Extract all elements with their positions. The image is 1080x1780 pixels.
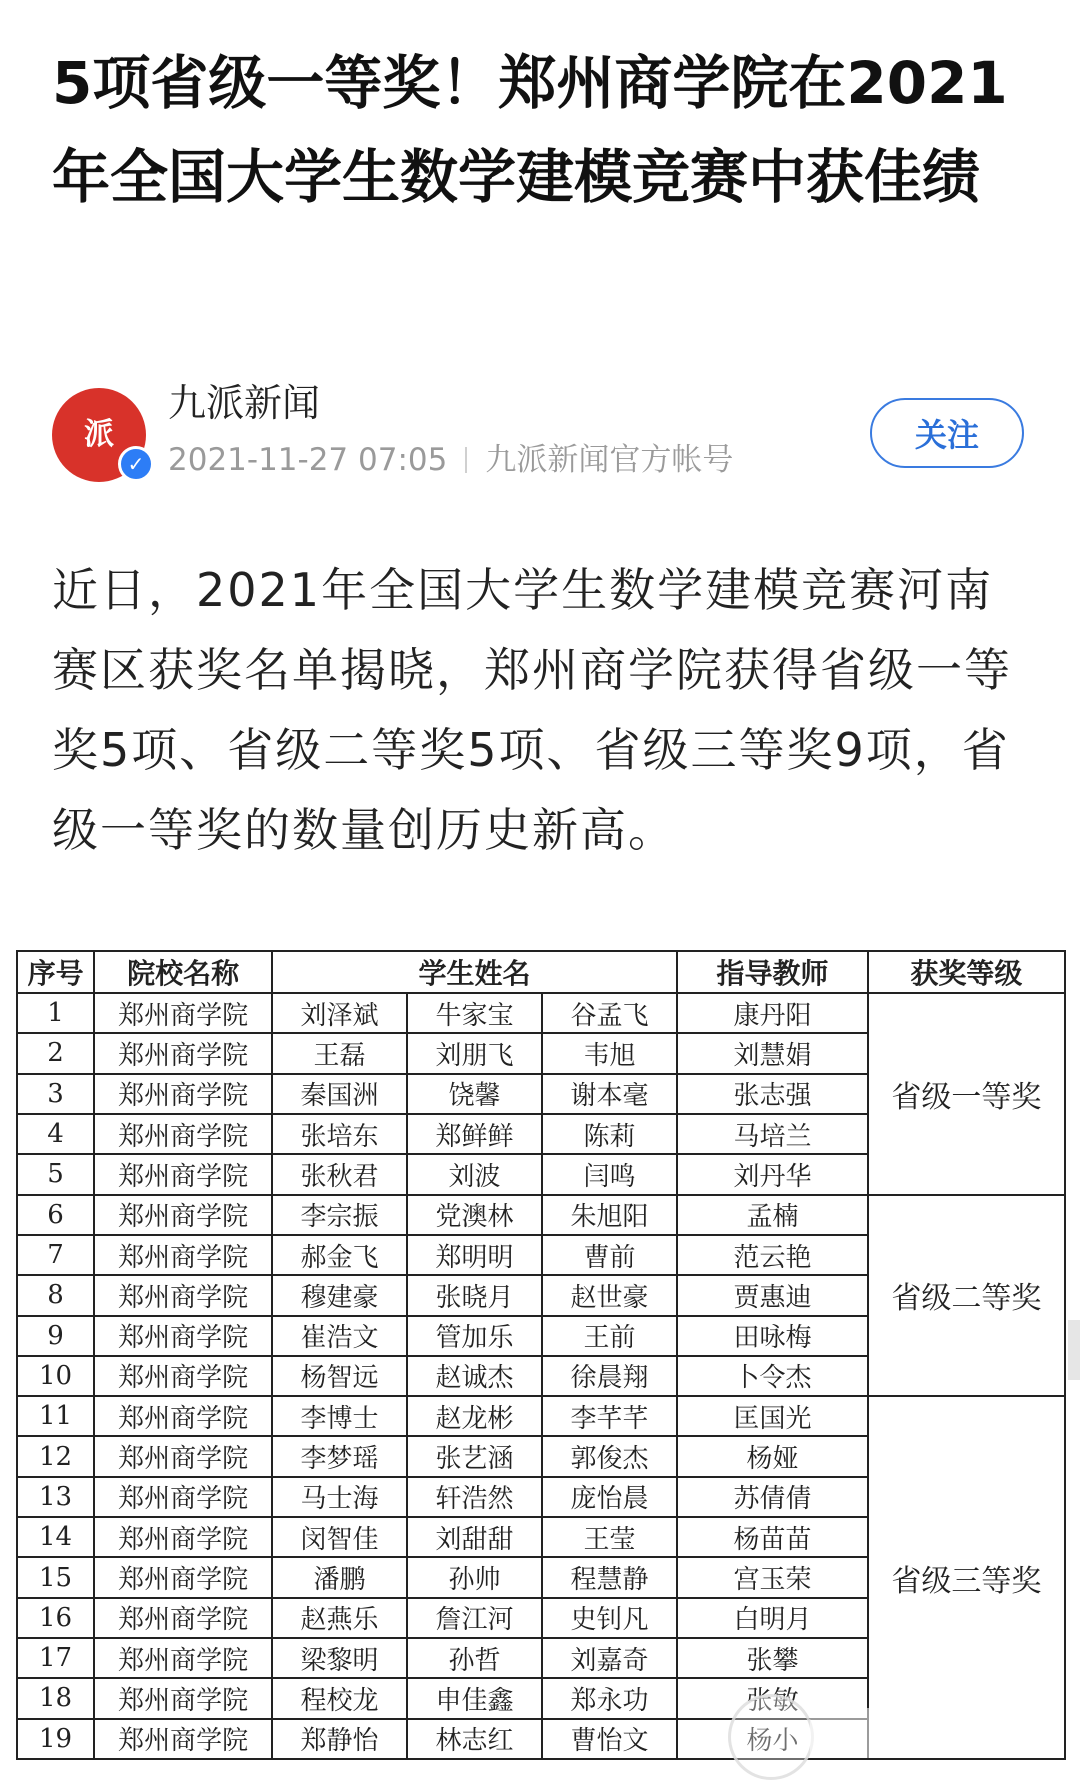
cell-student: 郑永功 xyxy=(542,1678,677,1718)
cell-student: 秦国洲 xyxy=(272,1074,407,1114)
cell-student: 轩浩然 xyxy=(407,1477,542,1517)
cell-no: 5 xyxy=(17,1154,94,1194)
cell-student: 李博士 xyxy=(272,1396,407,1436)
cell-student: 孙帅 xyxy=(407,1557,542,1597)
cell-teacher: 范云艳 xyxy=(677,1235,868,1275)
cell-student: 张晓月 xyxy=(407,1275,542,1315)
cell-teacher: 刘丹华 xyxy=(677,1154,868,1194)
cell-no: 6 xyxy=(17,1195,94,1235)
cell-student: 史钊凡 xyxy=(542,1598,677,1638)
cell-no: 16 xyxy=(17,1598,94,1638)
header-students: 学生姓名 xyxy=(272,951,677,993)
cell-student: 谢本毫 xyxy=(542,1074,677,1114)
cell-teacher: 杨苗苗 xyxy=(677,1517,868,1557)
cell-no: 15 xyxy=(17,1557,94,1597)
author-header xyxy=(52,378,1032,488)
cell-teacher: 杨娅 xyxy=(677,1436,868,1476)
award-table-image xyxy=(16,950,1066,1760)
cell-student: 申佳鑫 xyxy=(407,1678,542,1718)
cell-student: 党澳林 xyxy=(407,1195,542,1235)
cell-teacher: 张敏 xyxy=(677,1678,868,1718)
cell-school: 郑州商学院 xyxy=(94,1316,272,1356)
table-row xyxy=(17,1195,1065,1235)
cell-student: 韦旭 xyxy=(542,1033,677,1073)
cell-no: 3 xyxy=(17,1074,94,1114)
cell-teacher: 白明月 xyxy=(677,1598,868,1638)
cell-student: 崔浩文 xyxy=(272,1316,407,1356)
cell-student: 张培东 xyxy=(272,1114,407,1154)
cell-student: 赵龙彬 xyxy=(407,1396,542,1436)
image-edge-mark xyxy=(1068,1320,1080,1380)
author-logo-icon: 派 xyxy=(84,417,114,452)
cell-student: 谷孟飞 xyxy=(542,993,677,1033)
cell-student: 孙哲 xyxy=(407,1638,542,1678)
cell-student: 杨智远 xyxy=(272,1356,407,1396)
cell-school: 郑州商学院 xyxy=(94,1033,272,1073)
cell-school: 郑州商学院 xyxy=(94,1517,272,1557)
header-school: 院校名称 xyxy=(94,951,272,993)
cell-school: 郑州商学院 xyxy=(94,1195,272,1235)
header-teacher: 指导教师 xyxy=(677,951,868,993)
cell-prize-level: 省级二等奖 xyxy=(868,1195,1065,1397)
cell-student: 曹怡文 xyxy=(542,1719,677,1759)
cell-student: 闵智佳 xyxy=(272,1517,407,1557)
cell-teacher: 张攀 xyxy=(677,1638,868,1678)
cell-school: 郑州商学院 xyxy=(94,1719,272,1759)
cell-student: 庞怡晨 xyxy=(542,1477,677,1517)
cell-no: 8 xyxy=(17,1275,94,1315)
cell-teacher: 贾惠迪 xyxy=(677,1275,868,1315)
cell-student: 刘甜甜 xyxy=(407,1517,542,1557)
cell-no: 17 xyxy=(17,1638,94,1678)
author-meta xyxy=(168,438,733,482)
cell-teacher: 张志强 xyxy=(677,1074,868,1114)
header-no: 序号 xyxy=(17,951,94,993)
cell-student: 张秋君 xyxy=(272,1154,407,1194)
cell-school: 郑州商学院 xyxy=(94,1598,272,1638)
cell-prize-level: 省级一等奖 xyxy=(868,993,1065,1195)
cell-no: 13 xyxy=(17,1477,94,1517)
cell-student: 郑鲜鲜 xyxy=(407,1114,542,1154)
cell-no: 11 xyxy=(17,1396,94,1436)
follow-button[interactable]: 关注 xyxy=(870,398,1024,468)
cell-no: 7 xyxy=(17,1235,94,1275)
cell-student: 李芊芊 xyxy=(542,1396,677,1436)
cell-teacher: 苏倩倩 xyxy=(677,1477,868,1517)
cell-student: 王莹 xyxy=(542,1517,677,1557)
cell-student: 郑明明 xyxy=(407,1235,542,1275)
cell-student: 郝金飞 xyxy=(272,1235,407,1275)
cell-school: 郑州商学院 xyxy=(94,1638,272,1678)
cell-student: 程校龙 xyxy=(272,1678,407,1718)
cell-student: 赵世豪 xyxy=(542,1275,677,1315)
cell-school: 郑州商学院 xyxy=(94,1235,272,1275)
cell-no: 14 xyxy=(17,1517,94,1557)
cell-teacher: 康丹阳 xyxy=(677,993,868,1033)
cell-student: 牛家宝 xyxy=(407,993,542,1033)
header-prize: 获奖等级 xyxy=(868,951,1065,993)
cell-student: 闫鸣 xyxy=(542,1154,677,1194)
cell-student: 饶馨 xyxy=(407,1074,542,1114)
cell-student: 詹江河 xyxy=(407,1598,542,1638)
cell-school: 郑州商学院 xyxy=(94,1275,272,1315)
cell-no: 12 xyxy=(17,1436,94,1476)
author-name[interactable]: 九派新闻 xyxy=(168,381,321,425)
watermark-overlay xyxy=(810,1708,1040,1758)
cell-teacher: 卜令杰 xyxy=(677,1356,868,1396)
cell-student: 赵燕乐 xyxy=(272,1598,407,1638)
cell-student: 程慧静 xyxy=(542,1557,677,1597)
account-type: 九派新闻官方帐号 xyxy=(485,442,734,478)
cell-prize-level: 省级三等奖 xyxy=(868,1396,1065,1759)
cell-student: 徐晨翔 xyxy=(542,1356,677,1396)
cell-school: 郑州商学院 xyxy=(94,1436,272,1476)
cell-teacher: 田咏梅 xyxy=(677,1316,868,1356)
cell-school: 郑州商学院 xyxy=(94,1356,272,1396)
cell-school: 郑州商学院 xyxy=(94,1114,272,1154)
cell-teacher: 马培兰 xyxy=(677,1114,868,1154)
cell-student: 刘嘉奇 xyxy=(542,1638,677,1678)
publish-datetime: 2021-11-27 07:05 xyxy=(168,442,448,478)
cell-student: 陈莉 xyxy=(542,1114,677,1154)
award-table xyxy=(16,950,1066,1760)
cell-school: 郑州商学院 xyxy=(94,1396,272,1436)
cell-student: 刘朋飞 xyxy=(407,1033,542,1073)
cell-school: 郑州商学院 xyxy=(94,1557,272,1597)
cell-student: 赵诚杰 xyxy=(407,1356,542,1396)
cell-student: 梁黎明 xyxy=(272,1638,407,1678)
cell-no: 9 xyxy=(17,1316,94,1356)
cell-no: 18 xyxy=(17,1678,94,1718)
cell-school: 郑州商学院 xyxy=(94,993,272,1033)
cell-student: 穆建豪 xyxy=(272,1275,407,1315)
meta-divider xyxy=(465,447,467,473)
cell-teacher: 匡国光 xyxy=(677,1396,868,1436)
cell-student: 李梦瑶 xyxy=(272,1436,407,1476)
cell-student: 林志红 xyxy=(407,1719,542,1759)
cell-student: 管加乐 xyxy=(407,1316,542,1356)
cell-student: 刘波 xyxy=(407,1154,542,1194)
cell-student: 朱旭阳 xyxy=(542,1195,677,1235)
cell-student: 刘泽斌 xyxy=(272,993,407,1033)
cell-teacher: 孟楠 xyxy=(677,1195,868,1235)
verified-check-icon: ✓ xyxy=(118,446,154,482)
table-row xyxy=(17,993,1065,1033)
cell-student: 潘鹏 xyxy=(272,1557,407,1597)
cell-student: 马士海 xyxy=(272,1477,407,1517)
table-row xyxy=(17,1396,1065,1436)
cell-student: 曹前 xyxy=(542,1235,677,1275)
cell-student: 郑静怡 xyxy=(272,1719,407,1759)
cell-student: 王磊 xyxy=(272,1033,407,1073)
cell-no: 2 xyxy=(17,1033,94,1073)
article-title: 5项省级一等奖！郑州商学院在2021年全国大学生数学建模竞赛中获佳绩 xyxy=(52,49,1008,211)
cell-school: 郑州商学院 xyxy=(94,1678,272,1718)
cell-student: 王前 xyxy=(542,1316,677,1356)
cell-teacher: 宫玉荣 xyxy=(677,1557,868,1597)
watermark-seal-icon xyxy=(728,1694,814,1780)
table-header-row xyxy=(17,951,1065,993)
cell-no: 4 xyxy=(17,1114,94,1154)
cell-student: 郭俊杰 xyxy=(542,1436,677,1476)
cell-no: 10 xyxy=(17,1356,94,1396)
cell-student: 张艺涵 xyxy=(407,1436,542,1476)
table-body xyxy=(17,993,1065,1759)
cell-school: 郑州商学院 xyxy=(94,1477,272,1517)
cell-no: 19 xyxy=(17,1719,94,1759)
article-body: 近日，2021年全国大学生数学建模竞赛河南赛区获奖名单揭晓，郑州商学院获得省级一等奖5项、省级二等奖5项、省级三等奖9项，省级一等奖的数量创历史新高。 xyxy=(52,563,1012,857)
cell-teacher: 刘慧娟 xyxy=(677,1033,868,1073)
cell-school: 郑州商学院 xyxy=(94,1074,272,1114)
cell-school: 郑州商学院 xyxy=(94,1154,272,1194)
cell-teacher: 杨小 xyxy=(677,1719,868,1759)
cell-student: 李宗振 xyxy=(272,1195,407,1235)
cell-no: 1 xyxy=(17,993,94,1033)
